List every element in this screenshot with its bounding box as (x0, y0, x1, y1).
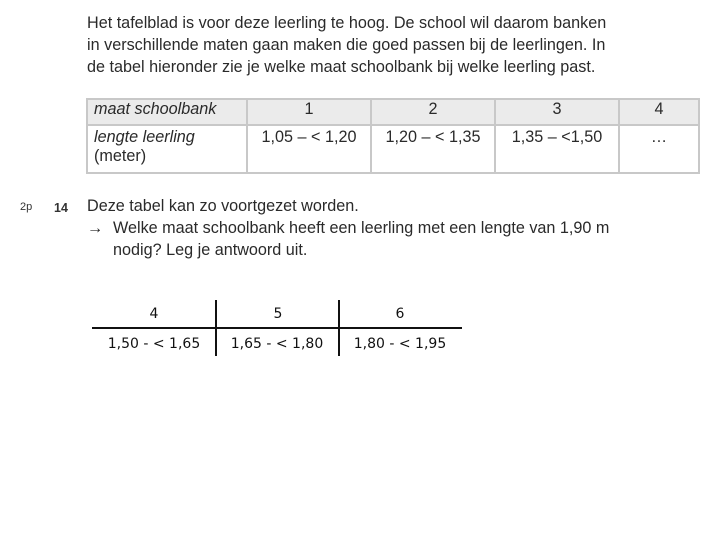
question-line: nodig? Leg je antwoord uit. (113, 241, 308, 259)
length-cell: 1,20 – < 1,35 (371, 125, 495, 173)
length-cell: 1,05 – < 1,20 (247, 125, 371, 173)
question-line: Welke maat schoolbank heeft een leerling met een lengte van 1,90 m (113, 219, 610, 237)
handwritten-header: 5 (273, 306, 283, 322)
size-cell: 2 (371, 99, 495, 125)
question-number: 14 (54, 201, 68, 215)
arrow-icon: → (87, 219, 104, 237)
handwritten-value: 1,50 - < 1,65 (107, 336, 201, 352)
intro-line: in verschillende maten gaan maken die goed passen bij de leerlingen. In (87, 36, 606, 54)
handwritten-value: 1,65 - < 1,80 (230, 336, 324, 352)
size-cell: 3 (495, 99, 619, 125)
length-cell: 1,35 – <1,50 (495, 125, 619, 173)
handwritten-header: 6 (395, 306, 405, 322)
size-cell: 4 (619, 99, 699, 125)
horizontal-divider (92, 327, 462, 329)
handwritten-header: 4 (149, 306, 159, 322)
intro-line: de tabel hieronder zie je welke maat schoolbank bij welke leerling past. (87, 58, 596, 76)
row-header-size: maat schoolbank (87, 99, 247, 125)
size-cell: 1 (247, 99, 371, 125)
question-points: 2p (20, 201, 33, 213)
handwritten-value: 1,80 - < 1,95 (353, 336, 447, 352)
intro-line: Het tafelblad is voor deze leerling te hoog. De school wil daarom banken (87, 14, 607, 32)
row-header-length-unit: (meter) (94, 147, 147, 165)
question-line: Deze tabel kan zo voortgezet worden. (87, 197, 359, 215)
length-cell: … (619, 125, 699, 173)
row-header-length-label: lengte leerling (94, 128, 195, 146)
